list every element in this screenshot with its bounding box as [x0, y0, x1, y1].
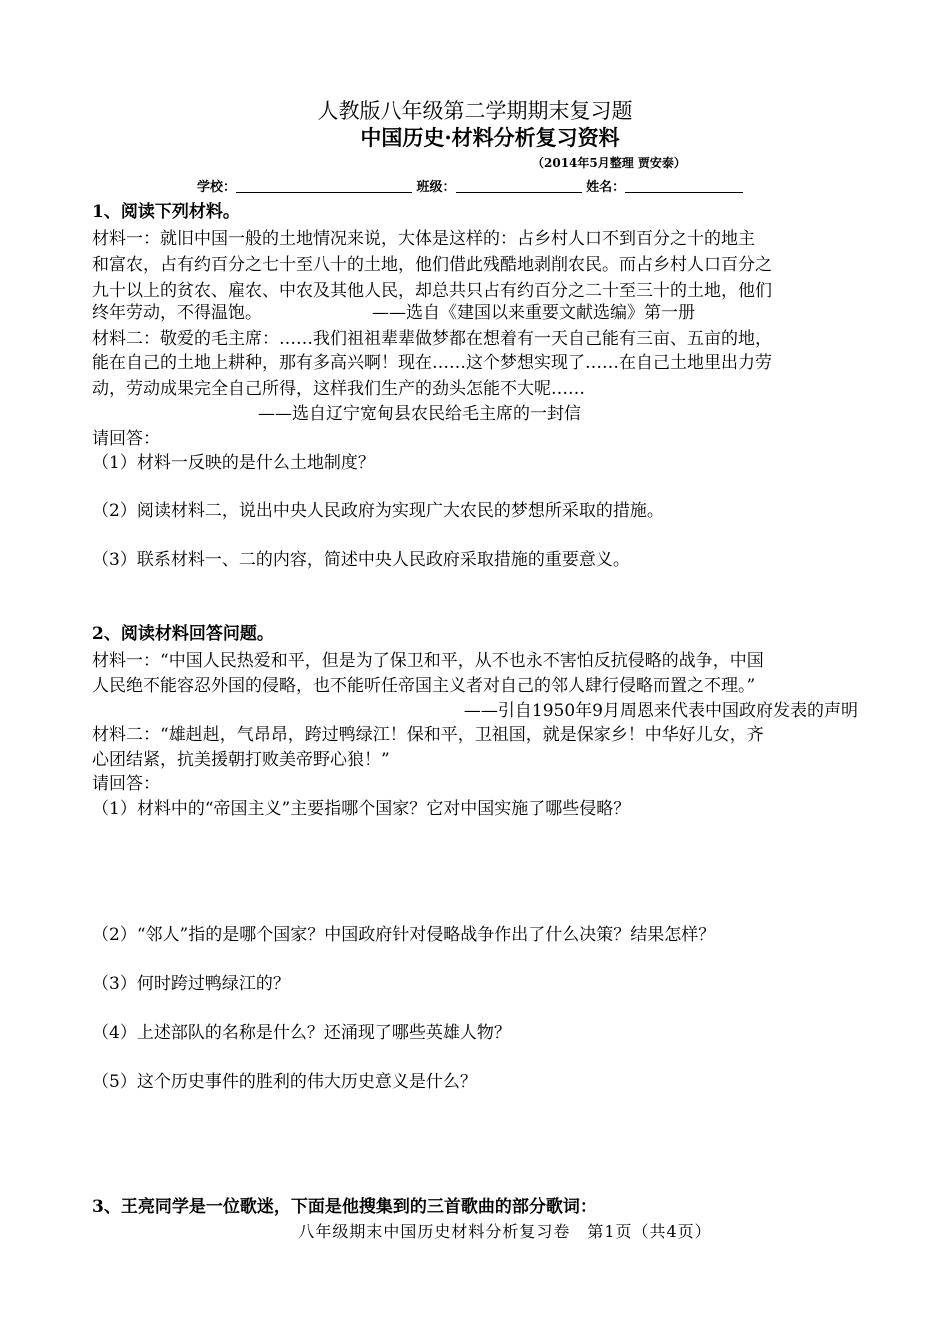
q1-sub2: （2）阅读材料二，说出中央人民政府为实现广大农民的梦想所采取的措施。: [92, 501, 664, 521]
school-blank[interactable]: [236, 178, 412, 193]
q2-sub5: （5）这个历史事件的胜利的伟大历史意义是什么？: [92, 1072, 477, 1092]
name-blank[interactable]: [625, 178, 743, 193]
q2-material2-line1: 材料二：“雄赳赳，气昂昂，跨过鸭绿江！保和平，卫祖国，就是保家乡！中华好儿女，齐: [92, 725, 764, 745]
q2-sub3: （3）何时跨过鸭绿江的？: [92, 974, 290, 994]
q1-ask: 请回答：: [92, 429, 160, 449]
page-footer: 八年级期末中国历史材料分析复习卷 第1页（共4页）: [298, 1222, 712, 1241]
q1-heading: 1、阅读下列材料。: [92, 202, 240, 222]
q1-material2-source: ——选自辽宁宽甸县农民给毛主席的一封信: [258, 404, 581, 424]
q1-material1-line2: 和富农，占有约百分之七十至八十的土地，他们借此残酷地剥削农民。而占乡村人口百分之: [92, 255, 772, 275]
q2-material1-source: ——引自1950年9月周恩来代表中国政府发表的声明: [463, 701, 858, 721]
q2-sub4: （4）上述部队的名称是什么？还涌现了哪些英雄人物？: [92, 1023, 511, 1043]
student-info-row: [197, 177, 743, 199]
q1-material1-line4: 终年劳动，不得温饱。: [92, 303, 262, 323]
q1-material1-line3: 九十以上的贫农、雇农、中农及其他人民，却总共只占有约百分之二十至三十的土地，他们: [92, 281, 772, 301]
q2-material2-line2: 心团结紧，抗美援朝打败美帝野心狼！”: [92, 750, 390, 770]
q1-sub1: （1）材料一反映的是什么土地制度？: [92, 453, 375, 473]
class-blank[interactable]: [456, 178, 582, 193]
name-label: 姓名：: [586, 180, 626, 195]
title-sub: 中国历史·材料分析复习资料: [360, 125, 620, 150]
q1-material2-line3: 动，劳动成果完全自己所得，这样我们生产的劲头怎能不大呢……: [92, 379, 585, 399]
q2-sub2: （2）“邻人”指的是哪个国家？中国政府针对侵略战争作出了什么决策？结果怎样？: [92, 925, 716, 945]
q2-heading: 2、阅读材料回答问题。: [92, 624, 274, 644]
q2-material1-line1: 材料一：“中国人民热爱和平，但是为了保卫和平，从不也永不害怕反抗侵略的战争，中国: [92, 651, 764, 671]
q2-ask: 请回答：: [92, 774, 160, 794]
q1-material2-line2: 能在自己的土地上耕种，那有多高兴啊！现在……这个梦想实现了……在自己土地里出力劳: [92, 353, 772, 373]
school-label: 学校：: [197, 180, 237, 195]
q1-sub3: （3）联系材料一、二的内容，简述中央人民政府采取措施的重要意义。: [92, 550, 630, 570]
q1-material2-line1: 材料二：敬爱的毛主席：……我们祖祖辈辈做梦都在想着有一天自己能有三亩、五亩的地，: [92, 329, 772, 349]
compile-note: （2014年5月整理 贾安泰）: [532, 156, 686, 170]
q1-material1-line1: 材料一：就旧中国一般的土地情况来说，大体是这样的：占乡村人口不到百分之十的地主: [92, 229, 755, 249]
q3-heading: 3、王亮同学是一位歌迷，下面是他搜集到的三首歌曲的部分歌词：: [92, 1197, 597, 1217]
class-label: 班级：: [416, 180, 456, 195]
q2-material1-line2: 人民绝不能容忍外国的侵略，也不能听任帝国主义者对自己的邻人肆行侵略而置之不理。”: [92, 676, 756, 696]
q2-sub1: （1）材料中的“帝国主义”主要指哪个国家？它对中国实施了哪些侵略？: [92, 799, 631, 819]
title-main: 人教版八年级第二学期期末复习题: [317, 99, 633, 123]
q1-material1-source: ——选自《建国以来重要文献选编》第一册: [372, 303, 695, 323]
